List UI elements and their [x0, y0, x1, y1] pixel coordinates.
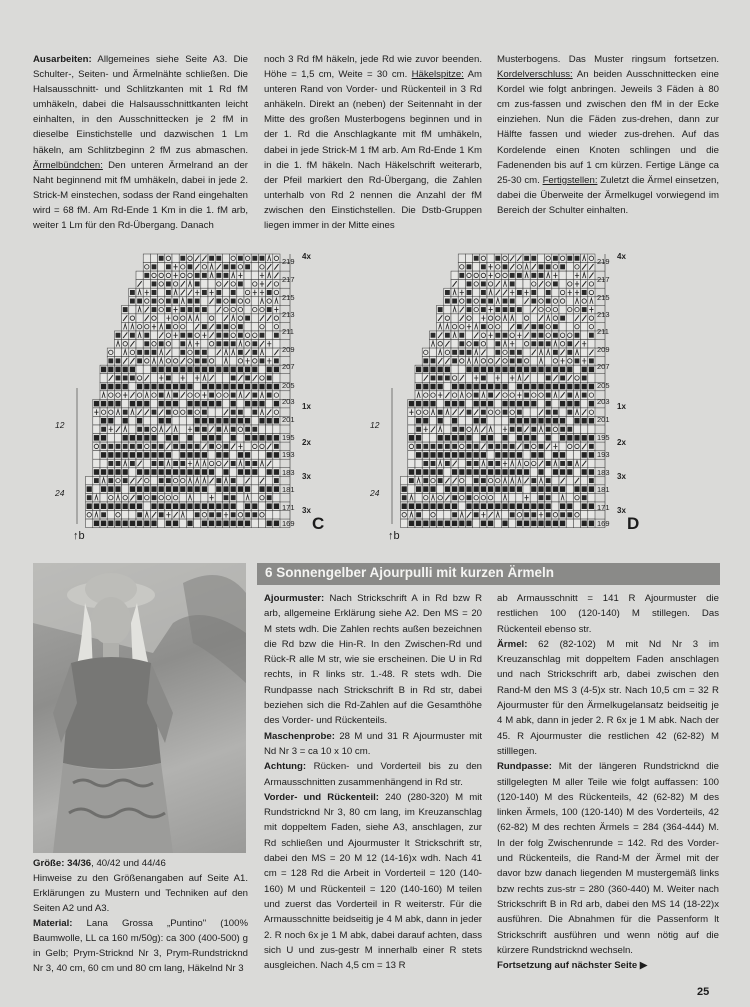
section-title-bar	[257, 563, 720, 585]
chart-c-grid	[55, 248, 355, 548]
chart-row-number: 207	[597, 362, 610, 371]
chart-row-number: 169	[597, 519, 610, 528]
chart-row-number: 203	[597, 397, 610, 406]
chart-repeat-label: 3x	[302, 472, 311, 481]
chart-repeat-label: 4x	[302, 252, 311, 261]
para-achtung: Achtung: Rücken- und Vorderteil bis zu den Armausschnitten zusammenhängend in Rd str.	[264, 761, 482, 788]
chart-row-number: 217	[597, 275, 610, 284]
chart-row-number: 201	[282, 415, 295, 424]
page-number: 25	[697, 986, 710, 998]
chart-row-number: 181	[282, 485, 295, 494]
chart-side-label: 24	[55, 488, 65, 498]
chart-repeat-label: 2x	[617, 438, 626, 447]
para-rundpasse: Rundpasse: Mit der längeren Rundstricknd die stillgelegten M aller Teile wie folgt auffassen: 100 (120-140) M des Rückenteils, 42 (62-82) M des linken Ärmels, 100 (120-140) M des Vorderteils, 42 (62-82) M des rechten Ärmels = 284 (364-444) M. In der folg Zwischenrunde = 142. Rd des Vorder- und Rückenteils, die Rand-M der Ärmel mit der davor bzw danach liegenden M mustergemäß links bzw rechts zus-str = 280 (360-440) M. Weiter nach Strickschrift B in Rd arb, dabei den MS 14 (18-22)x ausführen. Die Abnahmen für die Passenform lt Strickschrift ausführen und wenn nötig auf die kürzere Rundstricknd wechseln.	[497, 761, 719, 956]
chart-row-number: 205	[282, 381, 295, 390]
para-groesse: Größe: 34/36, 40/42 und 44/46	[33, 858, 166, 869]
chart-side-label: 12	[55, 420, 65, 430]
chart-repeat-label: 3x	[617, 472, 626, 481]
knitting-chart-d	[370, 248, 670, 548]
chart-d-grid	[370, 248, 670, 548]
chart-repeat-label: 3x	[302, 506, 311, 515]
chart-row-number: 203	[282, 397, 295, 406]
chart-row-number: 169	[282, 519, 295, 528]
para-armausschnitt: ab Armausschnitt = 141 R Ajourmuster die restlichen 100 (120-140) M stillegen. Das Rückenteil ebenso str.	[497, 593, 719, 635]
chart-row-number: 213	[597, 310, 610, 319]
section-title: 6 Sonnengelber Ajourpulli mit kurzen Ärmeln	[265, 565, 555, 580]
chart-row-number: 207	[282, 362, 295, 371]
chart-row-number: 211	[282, 327, 294, 336]
text-column-3	[497, 52, 719, 218]
text-column-2	[264, 52, 482, 233]
para-vorder-rueckenteil: Vorder- und Rückenteil: 240 (280-320) M mit Rundstricknd Nr 3, 80 cm lang, im Kreuzanschlag mit doppeltem Faden, siehe A3, anschlagen, zur Rd schließen und Ajourmuster lt Strickschrift str, dabei den MS = 20 M 12 (14-16)x wdh. Nach 41 cm = 128 Rd die Arbeit in Vorderteil = 120 (140-160) M und Rückenteil = 120 (140-160) M teilen und zuerst das Vorderteil in R weiterstr. Für die Armausschnitte beidseitig je 4 M abk, dann in jeder 2. R noch 6x je 1 M abk, dabei darauf achten, dass sich U und zus-gestr M innerhalb einer R stets ausgleichen. Nach 4,5 cm = 13 R	[264, 791, 483, 972]
chart-row-number: 193	[597, 450, 610, 459]
chart-repeat-label: 1x	[617, 402, 626, 411]
para-haekelspitze: noch 3 Rd fM häkeln, jede Rd wie zuvor beenden. Höhe = 1,5 cm, Weite = 30 cm. Häkelspitze: Am unteren Rand von Vorder- und Rückenteil in 3 Rd anhäkeln. Direkt an (neben) der Seitennaht in der Mitte des großen Musterbogens beginnen und in der 1. Rd die Anschlagkante mit fM umhäkeln, dabei in jede Strick-M 1 fM arb. Am Rd-Ende 1 Km in die 1. fM häkeln. Nach Häkelschrift weiterarb, der Pfeil markiert den Rd-Übergang, die Zahlen unterhalb von Rd 2 nennen die Anzahl der fM zwischen den Einstichstellen. Die Dstb-Gruppen liegen immer in der Mitte eines	[264, 54, 482, 232]
chart-row-number: 195	[282, 433, 295, 442]
chart-repeat-label: 2x	[302, 438, 311, 447]
chart-side-label: 12	[370, 420, 380, 430]
para-hinweise: Hinweise zu den Größenangaben auf Seite A1. Erklärungen zu Mustern und Techniken auf den Seiten A2 und A3.	[33, 873, 248, 914]
chart-row-number: 201	[597, 415, 610, 424]
para-maschenprobe: Maschenprobe: 28 M und 31 R Ajourmuster mit Nd Nr 3 = ca 10 x 10 cm.	[264, 730, 482, 757]
round-start-arrow: ↑b	[388, 530, 400, 542]
chart-row-number: 195	[597, 433, 610, 442]
chart-row-number: 171	[282, 503, 295, 512]
chart-row-number: 215	[282, 293, 295, 302]
para-ausarbeiten: Ausarbeiten: Allgemeines siehe Seite A3. Die Schulter-, Seiten- und Ärmelnähte schließen. Die Halsausschnitt- und Schlitzkanten mit 1 Rd fM umhäkeln, dabei die Halsausschnittkanten leicht einhalten, in den Ausschnittecken je 2 fM in dieselbe Einstichstelle und dazwischen 1 Lm häkeln, am Schlitzbeginn 2 fM zus abmaschen. Ärmelbündchen: Den unteren Ärmelrand an der Naht beginnend mit fM umhäkeln, dabei in jede 2. Strick-M einstechen, sodass der Rand eingehalten wird = 68 fM. Am Rd-Ende 1 Km in die 1. fM arb, weiter 1 Lm für den Rd-Übergang. Danach	[33, 54, 248, 232]
text-column-1	[33, 52, 248, 233]
chart-row-number: 181	[597, 485, 610, 494]
text-column-4	[264, 591, 482, 973]
woman-in-sweater-illustration	[33, 563, 246, 853]
model-photo	[33, 563, 246, 853]
para-ajourmuster: Ajourmuster: Nach Strickschrift A in Rd bzw R arb, allgemeine Erklärung siehe A2. Den MS = 20 M stets wdh. Die Zahlen rechts außen bezeichnen die Rd bzw die Hin-R. In den Zwischen-Rd und Rück-R alle M str, wie sie erscheinen. Die U in Rd rechts, in R links str. 1.-48. R stets wdh. Die Rundpasse nach Strickschrift B in Rd str, dabei beziehen sich die Rd-Zahlen auf die Gesamthöhe des Vorder- und Rückenteils.	[264, 593, 482, 727]
chart-side-label: 24	[370, 488, 380, 498]
continued-next-page: Fortsetzung auf nächster Seite ▶	[497, 960, 648, 972]
chart-repeat-label: 4x	[617, 252, 626, 261]
round-start-arrow: ↑b	[73, 530, 85, 542]
para-material: Material: Lana Grossa „Puntino" (100% Baumwolle, LL ca 160 m/50g): ca 300 (400-500) g in Gelb; Prym-Stricknd Nr 3, Prym-Rundstricknd Nr 3, 40 cm, 60 cm und 80 cm lang, Häkelnd Nr 3	[33, 918, 248, 974]
chart-row-number: 209	[597, 345, 610, 354]
chart-row-number: 211	[597, 327, 609, 336]
para-aermel: Ärmel: 62 (82-102) M mit Nd Nr 3 im Kreuzanschlag mit doppeltem Faden anschlagen und nach Strickschrift arb, dabei zwischen den Rand-M den MS 3 (4-5)x str. Nach 10,5 cm = 32 R Ajourmuster für den Ärmelkugelansatz beidseitig je 4 M abk, dann in jeder 2. R 6x je 1 M abk. Nach der 45. R Ajourmuster die restlichen 42 (62-82) M stilllegen.	[497, 638, 719, 757]
chart-repeat-label: 1x	[302, 402, 311, 411]
text-column-6	[33, 856, 248, 976]
chart-repeat-label: 3x	[617, 506, 626, 515]
chart-row-number: 219	[597, 257, 610, 266]
chart-letter: C	[312, 514, 325, 533]
chart-row-number: 219	[282, 257, 295, 266]
chart-row-number: 171	[597, 503, 610, 512]
chart-row-number: 183	[597, 468, 610, 477]
text-column-5	[497, 591, 719, 973]
chart-row-number: 183	[282, 468, 295, 477]
chart-row-number: 209	[282, 345, 295, 354]
knitting-chart-c	[55, 248, 355, 548]
chart-row-number: 213	[282, 310, 295, 319]
chart-row-number: 205	[597, 381, 610, 390]
chart-row-number: 217	[282, 275, 295, 284]
chart-letter: D	[627, 514, 640, 533]
chart-row-number: 193	[282, 450, 295, 459]
chart-row-number: 215	[597, 293, 610, 302]
para-kordel: Musterbogens. Das Muster ringsum fortsetzen. Kordelverschluss: An beiden Ausschnittecken eine Kordel wie folgt anbringen. Jeweils 3 Fäden à 80 cm zus-fassen und zwischen den fM in der Ecke einziehen. Nun die Fäden zus-drehen, dann zur Hälfte fassen und wieder zus-drehen. Auf das Kordelende einen Knoten schlingen und die Fadenenden bis auf 1 cm kürzen. Fertige Länge ca 25-30 cm. Fertigstellen: Zuletzt die Ärmel einsetzen, dabei die Überweite der Ärmelkugel vorwiegend im Bereich der Schulter einhalten.	[497, 54, 719, 216]
